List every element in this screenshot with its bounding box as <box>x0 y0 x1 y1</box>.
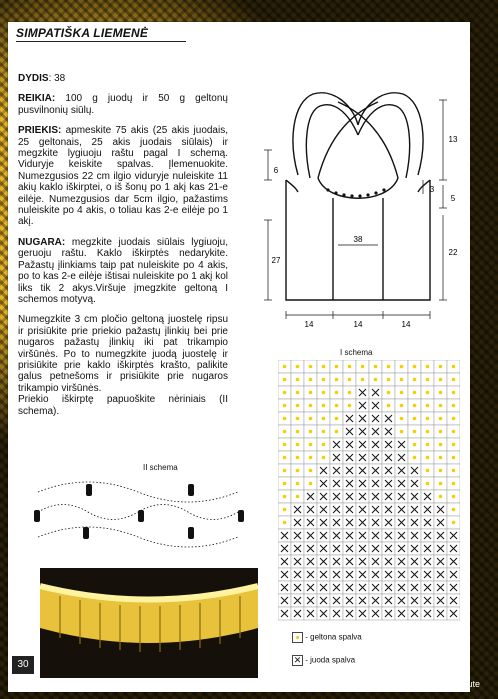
yellow-stitch-mark <box>296 378 300 382</box>
yellow-stitch-mark <box>296 443 300 447</box>
finish-paragraph: Numegzkite 3 cm pločio geltoną juostelę ripsu ir prisiūkite prie priekio pažastų įlinkių bei prie nugaros pažastų įlinkių iki pat trikampio viršūnės. Po to numegzkite juodą juostelę ir prisiūkite prie kaklo iškirptės krašto, palikite galus petnešoms ir prisiūkite prie nugaros trikampio viršūnės. Priekio iškirptę papuoškite nėriniais (II schema). <box>18 314 228 417</box>
black-stitch-icon: ✕ <box>293 655 302 665</box>
signature: Daliute <box>451 679 480 689</box>
dim-38: 38 <box>353 235 363 244</box>
yellow-stitch-mark <box>439 456 443 460</box>
yellow-stitch-mark <box>426 378 430 382</box>
back-text: megzkite juodais siūlais lygiuoju, geruoju raštu. Kaklo iškirptės nedarykite. Pažastų įlinkiams taip pat nuleiskite po 4 akis, po to kas 2-e eilėje ištisai nuleiskite po 1 akį kol liks tik 2 akys.Viršuje įmegzkite geltoną I schemos motyvą. <box>18 236 228 305</box>
yellow-stitch-mark <box>361 365 365 369</box>
yellow-stitch-mark <box>309 378 313 382</box>
yellow-stitch-mark <box>335 417 339 421</box>
yellow-stitch-mark <box>439 469 443 473</box>
yellow-stitch-mark <box>413 443 417 447</box>
yellow-stitch-mark <box>309 404 313 408</box>
yellow-stitch-mark <box>296 469 300 473</box>
yellow-stitch-mark <box>452 430 456 434</box>
legend-yellow-label: - geltona spalva <box>305 632 362 642</box>
yellow-stitch-mark <box>413 378 417 382</box>
yellow-stitch-mark <box>283 521 287 525</box>
yellow-stitch-mark <box>452 365 456 369</box>
yellow-stitch-mark <box>452 378 456 382</box>
yellow-stitch-mark <box>296 365 300 369</box>
yellow-stitch-mark <box>283 495 287 499</box>
yellow-stitch-mark <box>439 443 443 447</box>
yellow-stitch-mark <box>283 508 287 512</box>
yellow-stitch-mark <box>335 365 339 369</box>
yellow-stitch-mark <box>335 430 339 434</box>
yellow-stitch-mark <box>452 495 456 499</box>
yellow-stitch-mark <box>283 456 287 460</box>
size-label: DYDIS <box>18 73 49 84</box>
front-paragraph <box>18 125 228 228</box>
legend-black-row <box>292 655 355 666</box>
yellow-stitch-mark <box>426 417 430 421</box>
schema-1-chart <box>278 360 460 624</box>
yellow-stitch-mark <box>400 365 404 369</box>
yellow-stitch-mark <box>413 391 417 395</box>
size-value: : 38 <box>48 73 66 84</box>
yellow-stitch-mark <box>426 430 430 434</box>
yellow-stitch-mark <box>309 482 313 486</box>
yellow-stitch-mark <box>413 456 417 460</box>
yellow-stitch-mark <box>426 443 430 447</box>
yellow-stitch-mark <box>309 456 313 460</box>
page-title: SIMPATIŠKA LIEMENĖ <box>16 26 149 40</box>
yellow-stitch-mark <box>322 417 326 421</box>
yellow-stitch-mark <box>400 404 404 408</box>
yellow-stitch-mark <box>439 495 443 499</box>
yellow-stitch-mark <box>426 404 430 408</box>
legend-yellow-row <box>292 632 362 643</box>
yellow-stitch-mark <box>426 391 430 395</box>
title-underline <box>16 41 186 42</box>
yellow-stitch-mark <box>283 378 287 382</box>
yellow-stitch-mark <box>348 378 352 382</box>
dim-22: 22 <box>448 248 458 257</box>
yellow-stitch-mark <box>387 365 391 369</box>
dim-14-left: 14 <box>304 320 314 329</box>
yellow-stitch-mark <box>283 430 287 434</box>
front-label: PRIEKIS: <box>18 125 62 137</box>
dim-14-right: 14 <box>401 320 411 329</box>
yellow-stitch-mark <box>452 391 456 395</box>
yellow-stitch-mark <box>296 495 300 499</box>
needs-label: REIKIA: <box>18 93 56 105</box>
yellow-stitch-mark <box>296 417 300 421</box>
yellow-stitch-mark <box>387 378 391 382</box>
yellow-stitch-mark <box>283 404 287 408</box>
page-number: 30 <box>12 656 34 674</box>
yellow-stitch-icon <box>292 632 303 643</box>
finished-garment-photo <box>40 568 258 678</box>
yellow-stitch-mark <box>283 391 287 395</box>
yellow-stitch-mark <box>309 391 313 395</box>
yellow-stitch-mark <box>309 417 313 421</box>
yellow-stitch-mark <box>283 417 287 421</box>
yellow-stitch-mark <box>322 430 326 434</box>
dim-27: 27 <box>271 256 281 265</box>
yellow-stitch-mark <box>452 443 456 447</box>
yellow-stitch-mark <box>452 456 456 460</box>
yellow-stitch-mark <box>322 378 326 382</box>
yellow-stitch-mark <box>452 469 456 473</box>
yellow-stitch-mark <box>348 391 352 395</box>
yellow-stitch-mark <box>400 378 404 382</box>
dim-5: 5 <box>450 194 456 203</box>
front-text: apmeskite 75 akis (25 akis juodais, 25 geltonais, 25 akis juodais siūlais) ir megzkite lygiuoju raštu pagal I schemą. Viduryje keiskite spalvas. Įlemenuokite. Numezgusios 22 cm ilgio viduryje nuleiskite 11 akių kaklo iškirptei, o iš šonų po 1 akį kas 21-e eilėje. Numezgusios dar 5cm ilgio, pažastims nuleiskite po 4 akis, o toliau kas 2-e eilėje po 1 akį. <box>18 125 228 228</box>
yellow-stitch-mark <box>309 469 313 473</box>
yellow-stitch-mark <box>439 430 443 434</box>
dim-6: 6 <box>273 166 279 175</box>
yellow-stitch-mark <box>439 391 443 395</box>
yellow-stitch-mark <box>322 365 326 369</box>
yellow-stitch-mark <box>335 378 339 382</box>
yellow-stitch-mark <box>283 469 287 473</box>
yellow-stitch-mark <box>387 391 391 395</box>
back-label: NUGARA: <box>18 236 66 248</box>
yellow-stitch-mark <box>439 378 443 382</box>
yellow-stitch-mark <box>283 482 287 486</box>
yellow-stitch-mark <box>426 469 430 473</box>
yellow-stitch-mark <box>400 417 404 421</box>
yellow-stitch-mark <box>426 456 430 460</box>
schema-2-title: II schema <box>143 463 178 472</box>
yellow-stitch-mark <box>322 456 326 460</box>
yellow-stitch-mark <box>322 391 326 395</box>
yellow-stitch-mark <box>452 508 456 512</box>
schema-2-lace-chart <box>28 472 258 564</box>
yellow-stitch-mark <box>413 365 417 369</box>
yellow-stitch-mark <box>322 443 326 447</box>
yellow-stitch-mark <box>387 404 391 408</box>
yellow-stitch-mark <box>309 443 313 447</box>
yellow-stitch-mark <box>296 404 300 408</box>
yellow-stitch-mark <box>452 404 456 408</box>
yellow-stitch-mark <box>296 482 300 486</box>
yellow-stitch-mark <box>439 482 443 486</box>
yellow-stitch-mark <box>309 430 313 434</box>
yellow-stitch-mark <box>400 391 404 395</box>
yellow-stitch-mark <box>413 417 417 421</box>
garment-schematic <box>258 80 458 330</box>
yellow-stitch-mark <box>426 365 430 369</box>
yellow-stitch-mark <box>335 391 339 395</box>
yellow-stitch-mark <box>309 365 313 369</box>
yellow-stitch-mark <box>374 378 378 382</box>
back-paragraph <box>18 237 228 305</box>
yellow-stitch-mark <box>322 404 326 408</box>
yellow-stitch-mark <box>296 391 300 395</box>
dim-13: 13 <box>448 135 458 144</box>
yellow-stitch-mark <box>296 430 300 434</box>
needs-text: 100 g juodų ir 50 g geltonų pusvilnonių siūlų. <box>18 93 228 116</box>
yellow-stitch-mark <box>439 365 443 369</box>
yellow-stitch-mark <box>348 365 352 369</box>
size-paragraph <box>18 73 228 84</box>
yellow-stitch-mark <box>439 417 443 421</box>
needs-paragraph <box>18 93 228 116</box>
yellow-stitch-mark <box>452 521 456 525</box>
dim-14-center: 14 <box>353 320 363 329</box>
yellow-stitch-mark <box>374 365 378 369</box>
yellow-stitch-mark <box>413 404 417 408</box>
yellow-stitch-mark <box>361 378 365 382</box>
yellow-stitch-mark <box>283 443 287 447</box>
yellow-stitch-mark <box>348 404 352 408</box>
legend-black-label: - juoda spalva <box>305 655 356 665</box>
yellow-stitch-mark <box>439 404 443 408</box>
yellow-stitch-mark <box>400 430 404 434</box>
yellow-stitch-mark <box>452 417 456 421</box>
yellow-stitch-mark <box>335 404 339 408</box>
instructions-column <box>18 73 228 426</box>
yellow-stitch-mark <box>413 430 417 434</box>
dim-3: 3 <box>429 185 435 194</box>
yellow-stitch-mark <box>452 482 456 486</box>
yellow-stitch-mark <box>283 365 287 369</box>
yellow-stitch-mark <box>426 482 430 486</box>
yellow-stitch-mark <box>296 456 300 460</box>
schema-1-title: I schema <box>340 348 373 357</box>
